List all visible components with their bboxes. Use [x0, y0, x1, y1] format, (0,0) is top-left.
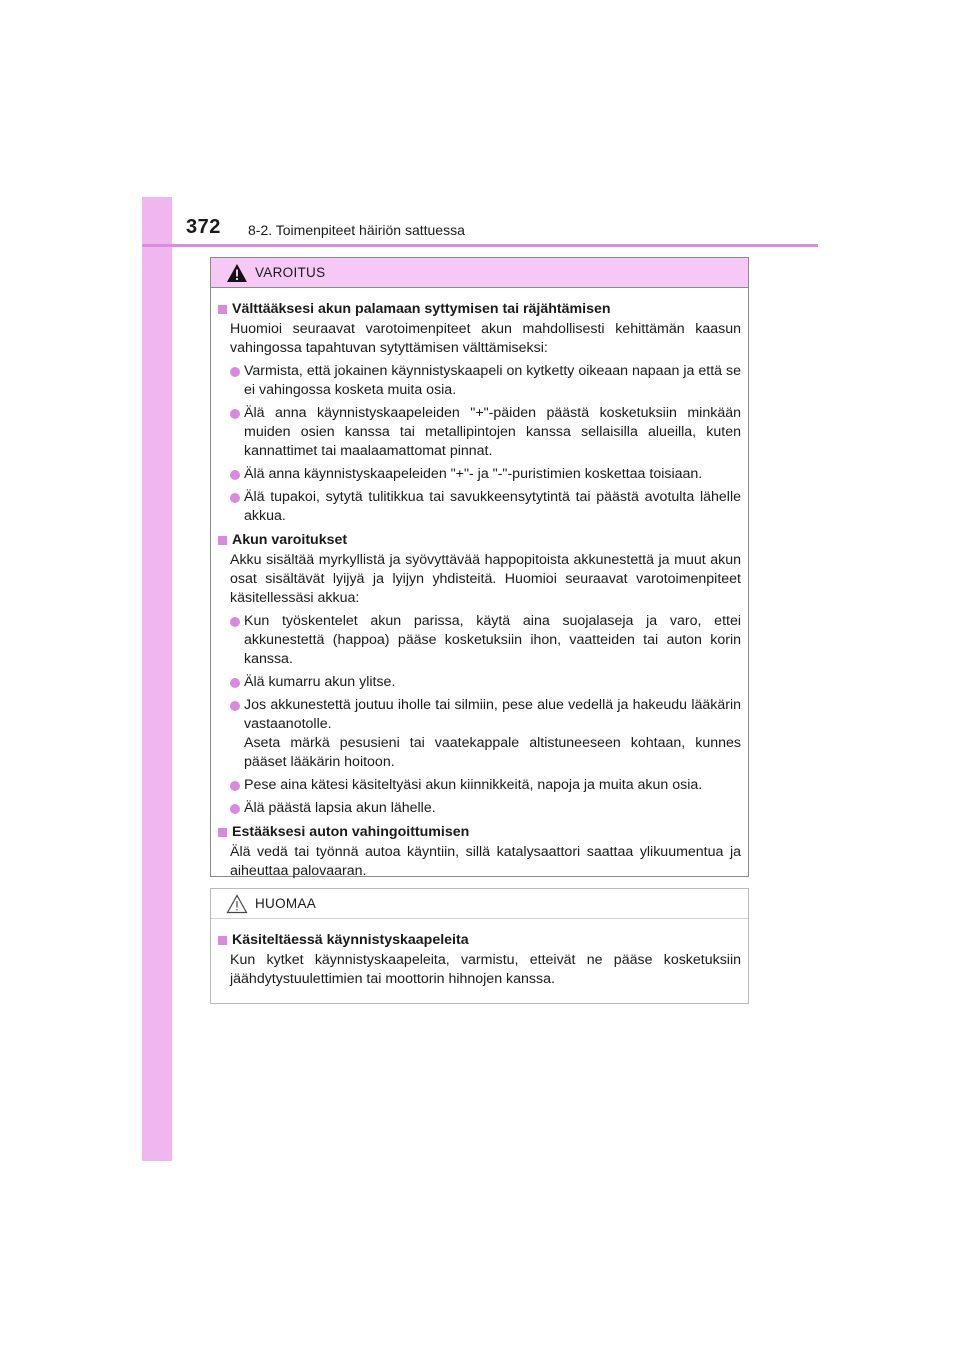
caution-triangle-icon	[226, 894, 248, 914]
section-heading: Käsiteltäessä käynnistyskaapeleita	[232, 932, 469, 948]
list-item: Älä kumarru akun ylitse.	[230, 673, 741, 692]
round-bullet-icon	[230, 367, 240, 377]
list-item: Pese aina kätesi käsiteltyäsi akun kiinnikkeitä, napoja ja muita akun osia.	[230, 776, 741, 795]
square-bullet-icon	[218, 305, 227, 314]
round-bullet-icon	[230, 678, 240, 688]
warning-section	[218, 531, 741, 818]
section-heading: Välttääksesi akun palamaan syttymisen tai räjähtämisen	[232, 301, 611, 317]
list-item: Älä tupakoi, sytytä tulitikkua tai savukkeensytytintä tai päästä avotulta lähelle akkua.	[230, 488, 741, 526]
section-paragraph: Kun kytket käynnistyskaapeleita, varmistu, etteivät ne pääse kosketuksiin jäähdytystuulettimien tai moottorin hihnojen kanssa.	[230, 952, 741, 987]
round-bullet-icon	[230, 470, 240, 480]
list-item: Jos akkunestettä joutuu iholle tai silmiin, pese alue vedellä ja hakeudu lääkärin vastaanotolle. Aseta märkä pesusieni tai vaatekappale altistuneeseen kohtaan, kunnes pääset lääkärin hoitoon.	[230, 696, 741, 772]
round-bullet-icon	[230, 409, 240, 419]
section-heading: Estääksesi auton vahingoittumisen	[232, 824, 470, 840]
square-bullet-icon	[218, 936, 227, 945]
notice-section	[218, 931, 741, 989]
warning-box	[210, 257, 749, 877]
warning-body	[211, 288, 748, 881]
warning-label: VAROITUS	[255, 265, 326, 280]
list-item: Älä anna käynnistyskaapeleiden "+"-päiden päästä kosketuksiin minkään muiden osien kanssa tai metallipintojen kanssa sellaisilla alueilla, kuten kannattimet tai maalaamattomat pinnat.	[230, 404, 741, 461]
notice-header	[211, 889, 748, 919]
section-paragraph: Akku sisältää myrkyllistä ja syövyttävää happopitoista akkunestettä ja muut akun osat sisältävät lyijyä ja lyijyn yhdisteitä. Huomioi seuraavat varotoimenpiteet käsitellessäsi akkua:	[230, 552, 741, 606]
warning-header	[211, 258, 748, 288]
section-heading: Akun varoitukset	[232, 532, 348, 548]
warning-section	[218, 823, 741, 881]
section-paragraph: Huomioi seuraavat varotoimenpiteet akun mahdollisesti kehittämän kaasun vahingossa tapahtuvan sytyttämisen välttämiseksi:	[230, 321, 741, 356]
list-item: Älä anna käynnistyskaapeleiden "+"- ja "-"-puristimien koskettaa toisiaan.	[230, 465, 741, 484]
warning-section	[218, 300, 741, 526]
round-bullet-icon	[230, 781, 240, 791]
warning-triangle-icon	[226, 263, 248, 283]
bullet-continuation: Aseta märkä pesusieni tai vaatekappale altistuneeseen kohtaan, kunnes pääset lääkärin hoitoon.	[244, 735, 741, 770]
section-paragraph: Älä vedä tai työnnä autoa käyntiin, sillä katalysaattori saattaa ylikuumentua ja aiheuttaa palovaaran.	[230, 844, 741, 879]
list-item: Kun työskentelet akun parissa, käytä aina suojalaseja ja varo, ettei akkunestettä (happoa) pääse kosketuksiin ihon, vaatteiden tai auton korin kanssa.	[230, 612, 741, 669]
list-item: Älä päästä lapsia akun lähelle.	[230, 799, 741, 818]
round-bullet-icon	[230, 701, 240, 711]
section-title: 8-2. Toimenpiteet häiriön sattuessa	[248, 222, 465, 238]
page-number: 372	[186, 216, 221, 238]
notice-body	[211, 919, 748, 989]
round-bullet-icon	[230, 617, 240, 627]
square-bullet-icon	[218, 828, 227, 837]
list-item: Varmista, että jokainen käynnistyskaapeli on kytketty oikeaan napaan ja että se ei vahingossa kosketa muita osia.	[230, 362, 741, 400]
round-bullet-icon	[230, 493, 240, 503]
round-bullet-icon	[230, 804, 240, 814]
notice-label: HUOMAA	[255, 896, 317, 911]
header-rule	[142, 244, 818, 247]
notice-box	[210, 888, 749, 1004]
side-tab-strip	[142, 197, 172, 1161]
square-bullet-icon	[218, 536, 227, 545]
